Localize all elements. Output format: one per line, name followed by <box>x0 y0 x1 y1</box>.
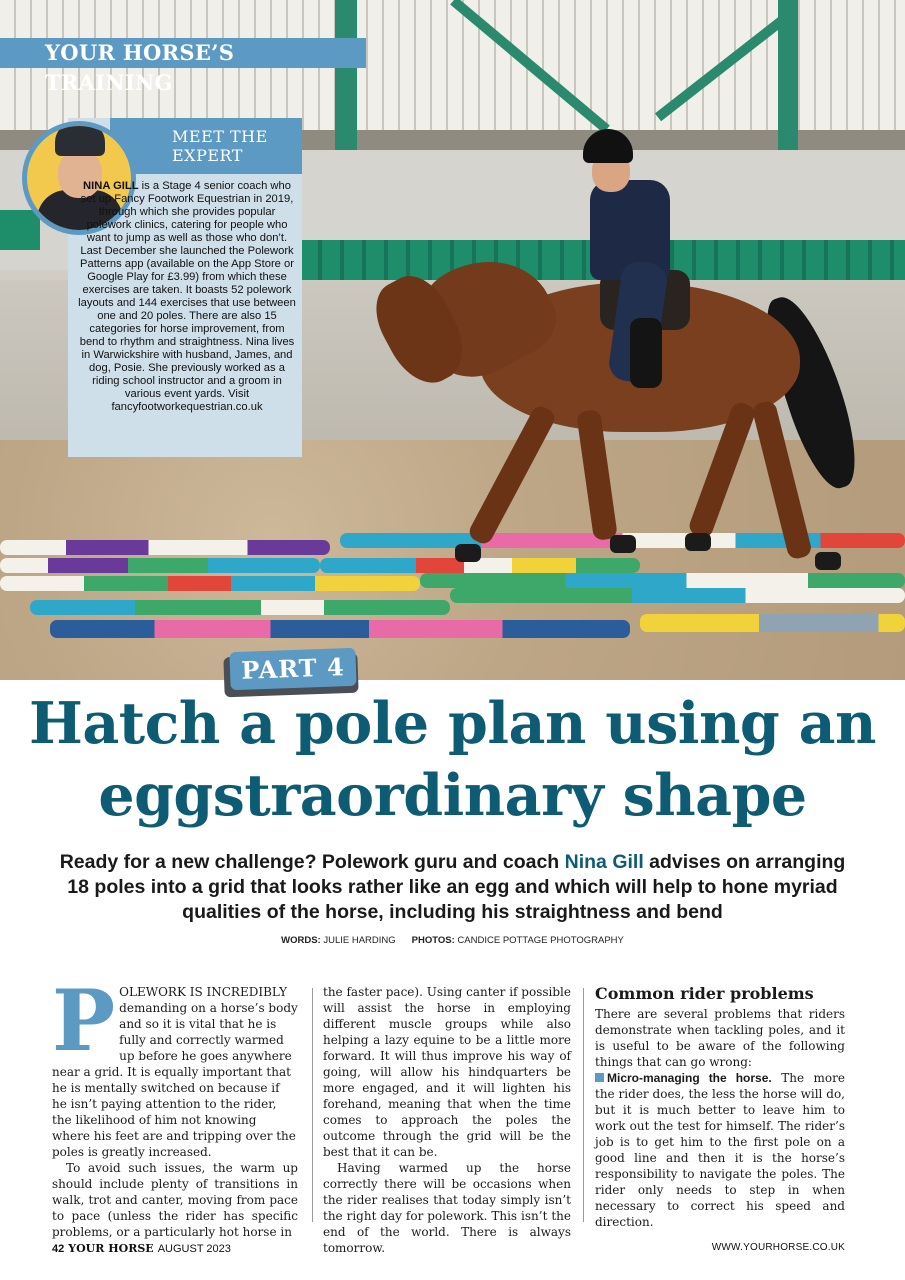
pole <box>640 614 905 632</box>
body-paragraph: the faster pace). Using canter if possible will assist the horse in employing different muscle groups while also helping a lazy equine to be a little more forward. It will thus improve his way of going, will allow his hindquarters be more engaged, and it will lighten his forehand, meaning that when the time comes to approach the poles the outcome through the grid will be the best that it can be. <box>323 985 571 1159</box>
drop-cap: P <box>52 971 116 1070</box>
body-column-2 <box>323 984 571 1256</box>
pole <box>420 573 905 588</box>
pole <box>30 600 450 615</box>
body-column-1 <box>52 971 298 1240</box>
pole <box>320 558 640 573</box>
column-divider <box>583 988 584 1222</box>
sidebar-intro: There are several problems that riders demonstrate when tackling poles, and it is useful to be aware of the following things that can go wrong: <box>595 1007 845 1069</box>
square-bullet-icon <box>595 1073 604 1082</box>
part-label: PART 4 <box>229 648 356 690</box>
sidebar-heading: Common rider problems <box>595 984 814 1003</box>
page-number: 42 <box>52 1243 65 1255</box>
sidebar-item: Micro-managing the horse. The more the rider does, the less the horse will do, but it is much better to leave him to work out the test for himself. The rider’s job is to get him to the first pole on a good line and then it is the horse’s responsibility to navigate the poles. The rider only needs to step in when necessary to correct his speed and direction. <box>595 1071 845 1229</box>
headline-line-2: eggstraordinary shape <box>98 762 807 829</box>
pole <box>0 558 320 573</box>
footer-folio <box>52 1242 231 1255</box>
sidebar-column <box>595 984 845 1230</box>
footer-url: WWW.YOURHORSE.CO.UK <box>711 1242 845 1253</box>
expert-box-title: MEET THE EXPERT <box>172 127 268 165</box>
credits: WORDS: JULIE HARDING PHOTOS: CANDICE POTTAGE PHOTOGRAPHY <box>281 935 624 946</box>
body-paragraph: OLEWORK IS INCREDIBLY demanding on a horse’s body and so it is vital that he is fully and correctly warmed up before he goes anywhere near a grid. It is equally important that he is mentally switched on because if he isn’t paying attention to the rider, the likelihood of him not knowing where his feet are and tripping over the poles is greatly increased. <box>52 985 298 1159</box>
headline-line-1: Hatch a pole plan using an <box>29 690 876 757</box>
magazine-name: YOUR HORSE <box>68 1242 154 1255</box>
expert-bio: NINA GILL is a Stage 4 senior coach who set up Fancy Footwork Equestrian in 2019, through which she provides popular polework clinics, catering for people who want to jump as well as those who don’t. Last December she launched the Polework Patterns app (available on the App Store or Google Play for £3.99) from which these exercises are taken. It boasts 52 polework layouts and 144 exercises that use between one and 20 poles. There are also 15 categories for horse improvement, from bend to rhythm and straightness. Nina lives in Warwickshire with husband, James, and dog, Posie. She previously worked as a riding school instructor and a groom in various event yards. Visit fancyfootworkequestrian.co.uk <box>78 180 296 413</box>
pole <box>50 620 630 638</box>
expert-name: NINA GILL <box>83 180 139 192</box>
pole <box>0 540 330 555</box>
pole <box>0 576 420 591</box>
section-tag: YOUR HORSE’S TRAINING <box>0 38 366 68</box>
pole <box>450 588 905 603</box>
issue-date: AUGUST 2023 <box>157 1243 231 1255</box>
headline <box>0 688 905 832</box>
body-paragraph: To avoid such issues, the warm up should include plenty of transitions in walk, trot and canter, moving from pace to pace (unless the rider has specific problems, or a particularly hot horse in <box>52 1161 298 1239</box>
standfirst: Ready for a new challenge? Polework guru and coach Nina Gill advises on arranging 18 poles into a grid that looks rather like an egg and which will help to hone myriad qualities of the horse, including his straightness and bend <box>59 851 846 923</box>
column-divider <box>312 988 313 1222</box>
body-paragraph: Having warmed up the horse correctly there will be occasions when the rider realises that today simply isn’t the right day for polework. This isn’t the end of the world. There is always tomorrow. <box>323 1161 571 1255</box>
